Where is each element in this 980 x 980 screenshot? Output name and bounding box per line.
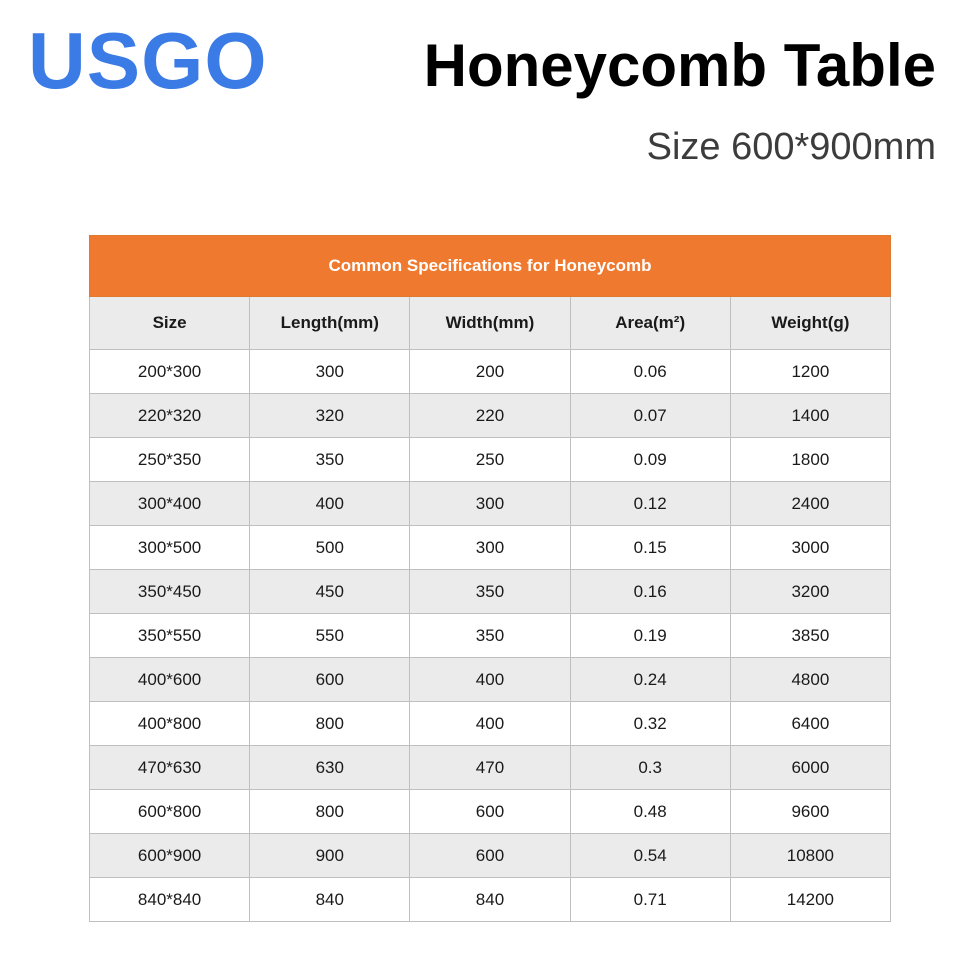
cell-length: 500 bbox=[250, 526, 410, 570]
column-header-weight: Weight(g) bbox=[730, 297, 890, 350]
cell-width: 220 bbox=[410, 394, 570, 438]
table-row bbox=[90, 350, 891, 394]
cell-weight: 10800 bbox=[730, 834, 890, 878]
cell-area: 0.07 bbox=[570, 394, 730, 438]
cell-width: 840 bbox=[410, 878, 570, 922]
table-caption-row bbox=[90, 236, 891, 297]
cell-area: 0.54 bbox=[570, 834, 730, 878]
table-body bbox=[90, 350, 891, 922]
table-row bbox=[90, 658, 891, 702]
cell-weight: 6400 bbox=[730, 702, 890, 746]
cell-size: 250*350 bbox=[90, 438, 250, 482]
cell-size: 200*300 bbox=[90, 350, 250, 394]
brand-logo: USGO bbox=[28, 16, 268, 105]
table-row bbox=[90, 394, 891, 438]
column-header-size: Size bbox=[90, 297, 250, 350]
cell-weight: 4800 bbox=[730, 658, 890, 702]
cell-width: 300 bbox=[410, 526, 570, 570]
cell-width: 300 bbox=[410, 482, 570, 526]
table-row bbox=[90, 614, 891, 658]
cell-weight: 6000 bbox=[730, 746, 890, 790]
cell-width: 600 bbox=[410, 790, 570, 834]
cell-area: 0.09 bbox=[570, 438, 730, 482]
spec-table-container bbox=[89, 235, 891, 922]
cell-weight: 14200 bbox=[730, 878, 890, 922]
cell-width: 400 bbox=[410, 702, 570, 746]
column-header-area: Area(m²) bbox=[570, 297, 730, 350]
cell-weight: 3200 bbox=[730, 570, 890, 614]
cell-area: 0.19 bbox=[570, 614, 730, 658]
table-caption: Common Specifications for Honeycomb bbox=[90, 236, 891, 297]
cell-length: 800 bbox=[250, 790, 410, 834]
cell-length: 900 bbox=[250, 834, 410, 878]
cell-size: 300*500 bbox=[90, 526, 250, 570]
spec-table bbox=[89, 235, 891, 922]
table-row bbox=[90, 526, 891, 570]
cell-length: 840 bbox=[250, 878, 410, 922]
cell-area: 0.71 bbox=[570, 878, 730, 922]
table-row bbox=[90, 790, 891, 834]
cell-width: 600 bbox=[410, 834, 570, 878]
cell-size: 350*550 bbox=[90, 614, 250, 658]
cell-size: 400*800 bbox=[90, 702, 250, 746]
cell-size: 600*800 bbox=[90, 790, 250, 834]
cell-area: 0.3 bbox=[570, 746, 730, 790]
cell-weight: 1800 bbox=[730, 438, 890, 482]
cell-area: 0.15 bbox=[570, 526, 730, 570]
cell-weight: 1200 bbox=[730, 350, 890, 394]
cell-width: 200 bbox=[410, 350, 570, 394]
table-header-row bbox=[90, 297, 891, 350]
cell-area: 0.12 bbox=[570, 482, 730, 526]
cell-size: 300*400 bbox=[90, 482, 250, 526]
table-row bbox=[90, 482, 891, 526]
page-title: Honeycomb Table bbox=[423, 32, 936, 99]
cell-length: 450 bbox=[250, 570, 410, 614]
cell-area: 0.32 bbox=[570, 702, 730, 746]
cell-width: 470 bbox=[410, 746, 570, 790]
cell-size: 840*840 bbox=[90, 878, 250, 922]
cell-length: 400 bbox=[250, 482, 410, 526]
cell-width: 350 bbox=[410, 614, 570, 658]
cell-size: 470*630 bbox=[90, 746, 250, 790]
cell-length: 300 bbox=[250, 350, 410, 394]
cell-weight: 3000 bbox=[730, 526, 890, 570]
cell-size: 220*320 bbox=[90, 394, 250, 438]
column-header-length: Length(mm) bbox=[250, 297, 410, 350]
cell-area: 0.24 bbox=[570, 658, 730, 702]
cell-area: 0.06 bbox=[570, 350, 730, 394]
table-row bbox=[90, 702, 891, 746]
column-header-width: Width(mm) bbox=[410, 297, 570, 350]
cell-length: 630 bbox=[250, 746, 410, 790]
cell-width: 250 bbox=[410, 438, 570, 482]
cell-weight: 9600 bbox=[730, 790, 890, 834]
cell-size: 350*450 bbox=[90, 570, 250, 614]
table-row bbox=[90, 834, 891, 878]
cell-area: 0.16 bbox=[570, 570, 730, 614]
table-row bbox=[90, 878, 891, 922]
cell-weight: 3850 bbox=[730, 614, 890, 658]
table-row bbox=[90, 438, 891, 482]
table-row bbox=[90, 570, 891, 614]
cell-size: 600*900 bbox=[90, 834, 250, 878]
cell-weight: 1400 bbox=[730, 394, 890, 438]
cell-length: 320 bbox=[250, 394, 410, 438]
table-row bbox=[90, 746, 891, 790]
cell-length: 800 bbox=[250, 702, 410, 746]
cell-weight: 2400 bbox=[730, 482, 890, 526]
cell-length: 350 bbox=[250, 438, 410, 482]
page-subtitle: Size 600*900mm bbox=[646, 126, 936, 168]
cell-width: 400 bbox=[410, 658, 570, 702]
cell-length: 600 bbox=[250, 658, 410, 702]
cell-area: 0.48 bbox=[570, 790, 730, 834]
cell-width: 350 bbox=[410, 570, 570, 614]
cell-length: 550 bbox=[250, 614, 410, 658]
cell-size: 400*600 bbox=[90, 658, 250, 702]
